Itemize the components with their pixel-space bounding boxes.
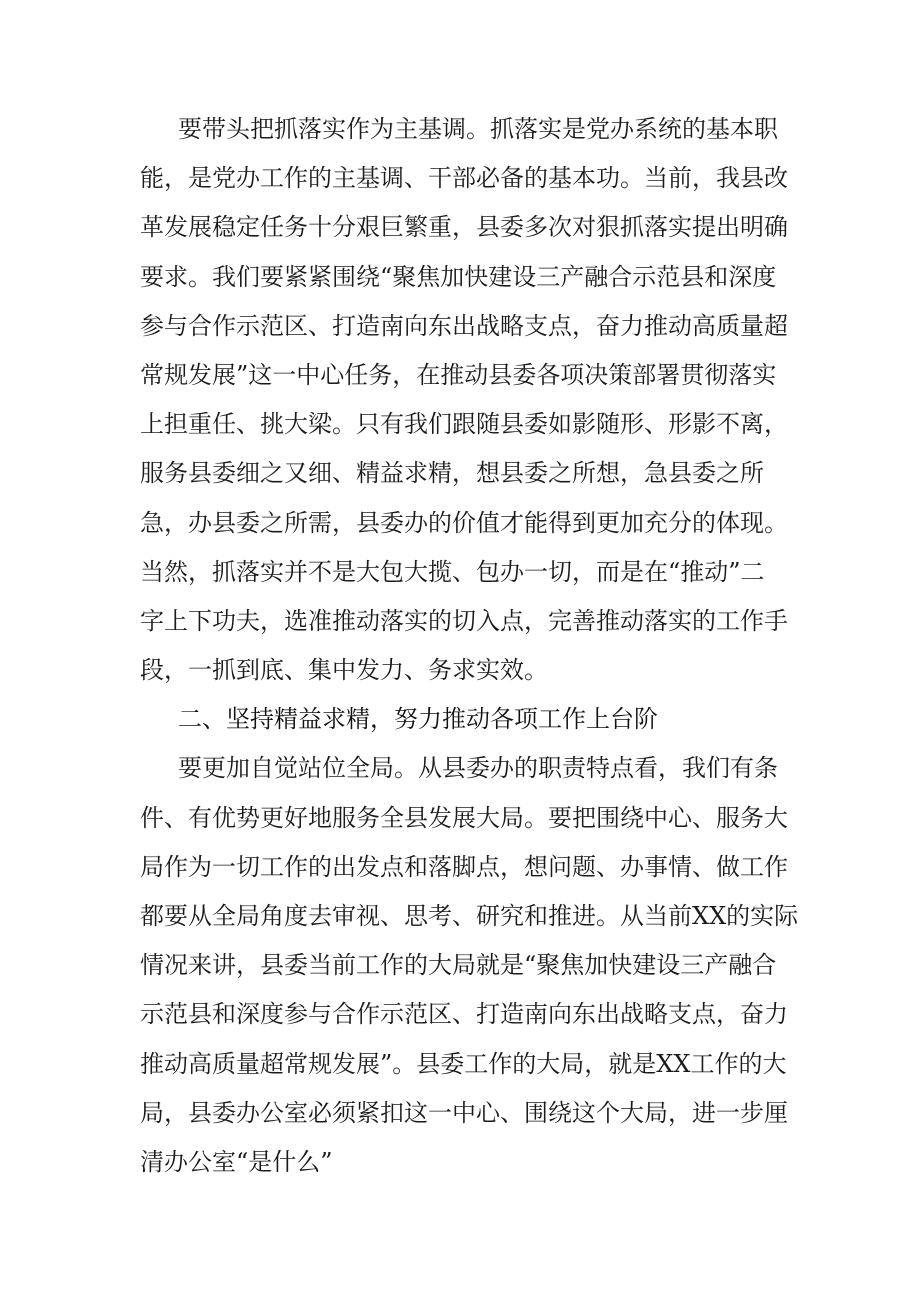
text-line: 情况来讲，县委当前工作的大局就是“聚焦加快建设三产融合 <box>140 951 777 980</box>
text-line: 能，是党办工作的主基调、干部必备的基本功。当前，我县改 <box>140 164 788 193</box>
document-body <box>140 105 799 1187</box>
text-line: 革发展稳定任务十分艰巨繁重，县委多次对狠抓落实提出明确 <box>140 213 788 242</box>
paragraph-2 <box>140 744 799 1187</box>
text-line: 都要从全局角度去审视、思考、研究和推进。从当前XX的实际 <box>140 902 799 930</box>
text-line: 要带头把抓落实作为主基调。抓落实是党办系统的基本职 <box>178 115 778 143</box>
text-line: 要求。我们要紧紧围绕“聚焦加快建设三产融合示范县和深度 <box>140 262 777 291</box>
text-line: 局作为一切工作的出发点和落脚点，想问题、办事情、做工作 <box>140 852 788 881</box>
text-line: 上担重任、挑大梁。只有我们跟随县委如影随形、形影不离， <box>140 410 788 439</box>
text-line: 局，县委办公室必须紧扣这一中心、围绕这个大局，进一步厘 <box>140 1098 788 1127</box>
section-heading: 二、坚持精益求精，努力推动各项工作上台阶 <box>178 705 658 734</box>
text-line: 急，办县委之所需，县委办的价值才能得到更加充分的体现。 <box>140 508 788 537</box>
text-line: 件、有优势更好地服务全县发展大局。要把围绕中心、服务大 <box>140 803 788 832</box>
text-line: 段，一抓到底、集中发力、务求实效。 <box>140 656 548 685</box>
paragraph-1 <box>140 105 788 695</box>
text-line: 参与合作示范区、打造南向东出战略支点，奋力推动高质量超 <box>140 311 788 340</box>
text-line: 推动高质量超常规发展”。县委工作的大局，就是XX工作的大 <box>140 1049 787 1078</box>
text-line: 当然，抓落实并不是大包大揽、包办一切，而是在“推动”二 <box>140 557 765 586</box>
text-line: 常规发展”这一中心任务，在推动县委各项决策部署贯彻落实 <box>140 360 777 389</box>
text-line: 要更加自觉站位全局。从县委办的职责特点看，我们有条 <box>178 754 778 783</box>
text-line: 服务县委细之又细、精益求精，想县委之所想，急县委之所 <box>140 459 764 488</box>
text-line: 清办公室“是什么” <box>140 1147 333 1176</box>
text-line: 字上下功夫，选准推动落实的切入点，完善推动落实的工作手 <box>140 606 788 635</box>
text-line: 示范县和深度参与合作示范区、打造南向东出战略支点，奋力 <box>140 1000 788 1029</box>
